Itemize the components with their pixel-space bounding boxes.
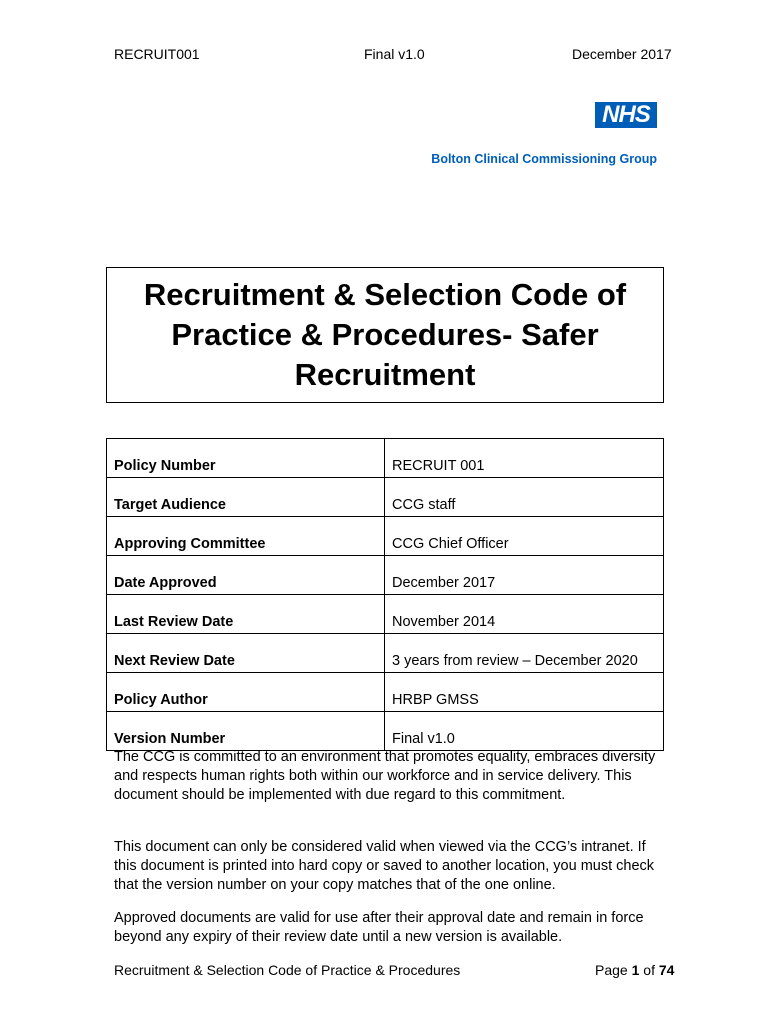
table-row-value: HRBP GMSS [385,673,664,712]
organisation-name: Bolton Clinical Commissioning Group [431,152,657,166]
table-row [107,517,664,556]
equality-statement: The CCG is committed to an environment that promotes equality, embraces diversity and respects human rights both within our workforce and in service delivery. This document should be implemented with due regard to this commitment. [114,749,656,803]
table-row-label: Approving Committee [107,517,385,556]
table-row-value: 3 years from review – December 2020 [385,634,664,673]
table-row-value: November 2014 [385,595,664,634]
table-row [107,478,664,517]
page-prefix: Page [595,962,628,978]
nhs-logo-text: NHS [602,101,650,128]
table-row [107,712,664,751]
validity-statement: This document can only be considered valid when viewed via the CCG’s intranet. If this document is printed into hard copy or saved to another location, you must check that the version number on your copy matches that of the one online. [114,839,655,893]
table-row [107,634,664,673]
table-row-label: Target Audience [107,478,385,517]
header-document-id: RECRUIT001 [114,46,200,62]
table-row-value: Final v1.0 [385,712,664,751]
page-of: of [643,962,655,978]
table-row [107,595,664,634]
table-row [107,673,664,712]
table-row-label: Version Number [107,712,385,751]
footer-page-number [595,962,674,978]
table-row-label: Policy Number [107,439,385,478]
approval-statement: Approved documents are valid for use after their approval date and remain in force beyond any expiry of their review date until a new version is available. [114,910,644,945]
table-row-label: Next Review Date [107,634,385,673]
table-row-value: RECRUIT 001 [385,439,664,478]
table-row-label: Date Approved [107,556,385,595]
nhs-logo [595,102,657,128]
page-total: 74 [658,962,675,978]
policy-details-table [106,438,664,751]
table-row-value: CCG Chief Officer [385,517,664,556]
page-current: 1 [631,962,640,978]
table-row-label: Last Review Date [107,595,385,634]
footer-document-title: Recruitment & Selection Code of Practice & Procedures [114,962,461,978]
table-row-label: Policy Author [107,673,385,712]
table-row [107,439,664,478]
document-title: Recruitment & Selection Code of Practice & Procedures- Safer Recruitment [143,277,627,392]
table-row-value: CCG staff [385,478,664,517]
header-date: December 2017 [572,46,672,62]
title-box [106,267,664,403]
header-version: Final v1.0 [364,46,425,62]
table-row-value: December 2017 [385,556,664,595]
table-row [107,556,664,595]
